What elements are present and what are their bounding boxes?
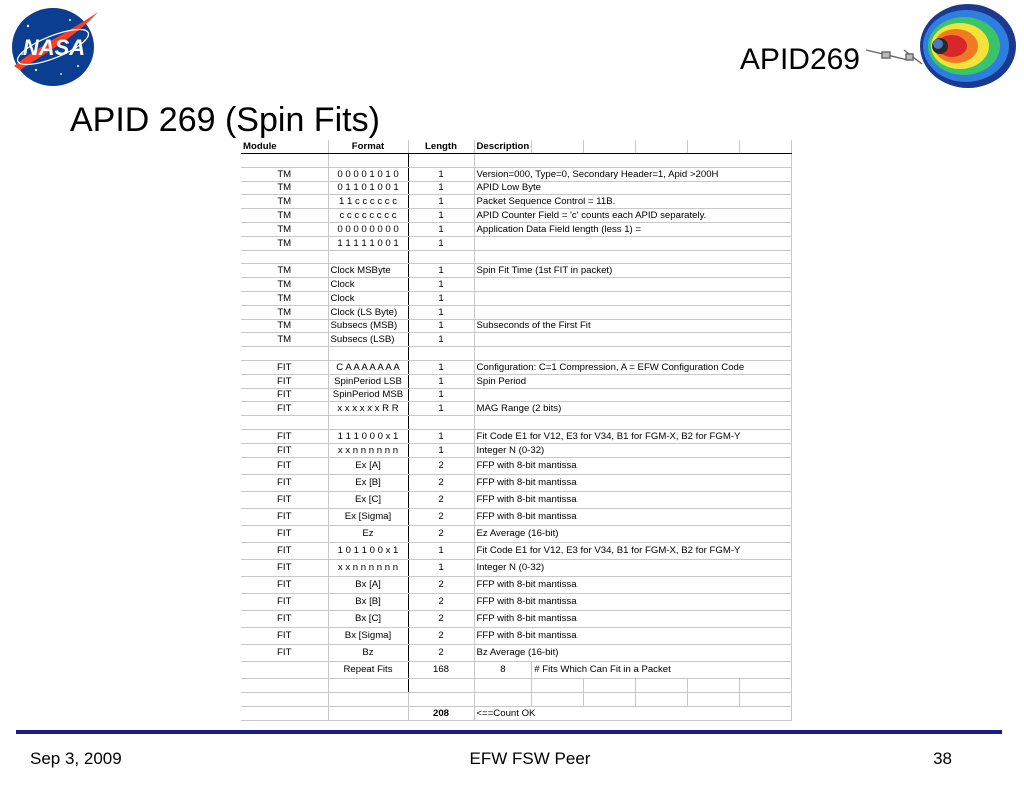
length-cell: 2 — [408, 627, 474, 644]
empty-cell — [636, 692, 688, 706]
module-cell: FIT — [241, 457, 328, 474]
table-header-row — [241, 140, 792, 154]
description-cell: FFP with 8-bit mantissa — [474, 508, 792, 525]
empty-cell — [584, 678, 636, 692]
length-cell: 1 — [408, 222, 474, 236]
format-cell: Bx [C] — [328, 610, 408, 627]
description-cell: Fit Code E1 for V12, E3 for V34, B1 for FGM-X, B2 for FGM-Y — [474, 542, 792, 559]
total-status-cell: <==Count OK — [474, 706, 792, 720]
format-cell: SpinPeriod MSB — [328, 388, 408, 402]
description-cell: Version=000, Type=0, Secondary Header=1, Apid >200H — [474, 167, 792, 181]
module-cell: TM — [241, 305, 328, 319]
table-row — [241, 305, 792, 319]
empty-cell — [532, 678, 584, 692]
format-cell: Ex [Sigma] — [328, 508, 408, 525]
length-cell: 1 — [408, 291, 474, 305]
description-cell: FFP with 8-bit mantissa — [474, 593, 792, 610]
module-cell: FIT — [241, 402, 328, 416]
description-cell — [474, 236, 792, 250]
empty-cell — [532, 692, 584, 706]
total-length-cell: 208 — [408, 706, 474, 720]
description-cell — [474, 278, 792, 292]
table-row — [241, 559, 792, 576]
empty-cell — [740, 692, 792, 706]
table-row — [241, 360, 792, 374]
description-cell: FFP with 8-bit mantissa — [474, 627, 792, 644]
table-row — [241, 457, 792, 474]
format-cell: 1 0 1 1 0 0 x 1 — [328, 542, 408, 559]
length-cell: 1 — [408, 542, 474, 559]
nasa-logo-text: NASA — [22, 35, 86, 60]
description-cell: Integer N (0-32) — [474, 559, 792, 576]
empty-cell — [474, 678, 532, 692]
length-cell — [408, 347, 474, 361]
table-row — [241, 627, 792, 644]
description-cell — [474, 305, 792, 319]
module-cell: FIT — [241, 644, 328, 661]
description-cell — [474, 154, 792, 168]
format-cell: Clock — [328, 291, 408, 305]
format-cell: SpinPeriod LSB — [328, 374, 408, 388]
description-cell: Packet Sequence Control = 11B. — [474, 195, 792, 209]
module-cell — [241, 250, 328, 264]
footer-divider — [16, 730, 1002, 734]
table-row — [241, 181, 792, 195]
slide-corner-title: APID269 — [739, 43, 860, 76]
description-cell: Bz Average (16-bit) — [474, 644, 792, 661]
repeat-description-cell: # Fits Which Can Fit in a Packet — [532, 661, 792, 678]
blank-row — [241, 678, 792, 692]
table-row — [241, 195, 792, 209]
description-cell: Fit Code E1 for V12, E3 for V34, B1 for FGM-X, B2 for FGM-Y — [474, 429, 792, 443]
length-cell: 2 — [408, 491, 474, 508]
format-cell: Clock — [328, 278, 408, 292]
table-row — [241, 443, 792, 457]
module-cell: FIT — [241, 491, 328, 508]
length-cell: 2 — [408, 525, 474, 542]
length-cell: 2 — [408, 576, 474, 593]
format-cell: Bx [B] — [328, 593, 408, 610]
table-row — [241, 333, 792, 347]
description-cell — [474, 388, 792, 402]
length-cell: 1 — [408, 278, 474, 292]
description-cell — [474, 347, 792, 361]
format-cell: x x n n n n n n — [328, 559, 408, 576]
module-cell: TM — [241, 264, 328, 278]
length-cell: 1 — [408, 181, 474, 195]
module-cell: FIT — [241, 429, 328, 443]
description-cell: Spin Fit Time (1st FIT in packet) — [474, 264, 792, 278]
length-cell: 2 — [408, 457, 474, 474]
format-cell: Ex [B] — [328, 474, 408, 491]
length-cell: 2 — [408, 610, 474, 627]
module-cell: FIT — [241, 525, 328, 542]
column-header-length: Length — [408, 140, 474, 154]
module-cell: FIT — [241, 576, 328, 593]
nasa-logo — [6, 4, 102, 88]
table-row — [241, 278, 792, 292]
empty-cell — [241, 661, 328, 678]
column-header-module: Module — [241, 140, 328, 154]
module-cell: TM — [241, 291, 328, 305]
table-row — [241, 319, 792, 333]
table-row — [241, 593, 792, 610]
format-cell: C A A A A A A A — [328, 360, 408, 374]
length-cell: 1 — [408, 333, 474, 347]
table-row — [241, 491, 792, 508]
apid-packet-table — [241, 140, 792, 721]
empty-cell — [328, 678, 408, 692]
length-cell — [408, 416, 474, 430]
description-cell: FFP with 8-bit mantissa — [474, 457, 792, 474]
empty-cell — [328, 692, 408, 706]
length-cell: 2 — [408, 508, 474, 525]
length-cell: 1 — [408, 236, 474, 250]
module-cell: TM — [241, 319, 328, 333]
description-cell: Subseconds of the First Fit — [474, 319, 792, 333]
module-cell: TM — [241, 181, 328, 195]
empty-cell — [241, 692, 328, 706]
column-header-format: Format — [328, 140, 408, 154]
table-row — [241, 209, 792, 223]
empty-cell — [241, 706, 328, 720]
format-cell — [328, 154, 408, 168]
length-cell: 1 — [408, 429, 474, 443]
length-cell: 1 — [408, 360, 474, 374]
format-cell: 0 0 0 0 1 0 1 0 — [328, 167, 408, 181]
module-cell: FIT — [241, 627, 328, 644]
repeat-format-cell: Repeat Fits — [328, 661, 408, 678]
description-cell: APID Counter Field = 'c' counts each APID separately. — [474, 209, 792, 223]
empty-cell — [636, 678, 688, 692]
description-cell: Application Data Field length (less 1) = — [474, 222, 792, 236]
radiation-belt-graphic — [862, 2, 1020, 94]
footer-date: Sep 3, 2009 — [30, 749, 122, 768]
module-cell: TM — [241, 278, 328, 292]
format-cell: Bz — [328, 644, 408, 661]
table-row — [241, 154, 792, 168]
format-cell — [328, 250, 408, 264]
description-cell: Spin Period — [474, 374, 792, 388]
description-cell — [474, 416, 792, 430]
table-row — [241, 508, 792, 525]
length-cell — [408, 250, 474, 264]
table-row — [241, 222, 792, 236]
description-cell — [474, 250, 792, 264]
empty-cell — [584, 692, 636, 706]
format-cell — [328, 416, 408, 430]
description-cell: FFP with 8-bit mantissa — [474, 491, 792, 508]
empty-cell — [241, 678, 328, 692]
empty-cell — [328, 706, 408, 720]
module-cell: FIT — [241, 360, 328, 374]
module-cell: FIT — [241, 610, 328, 627]
length-cell: 2 — [408, 644, 474, 661]
module-cell: FIT — [241, 474, 328, 491]
module-cell — [241, 347, 328, 361]
length-cell: 1 — [408, 374, 474, 388]
length-cell: 1 — [408, 195, 474, 209]
format-cell: 1 1 1 0 0 0 x 1 — [328, 429, 408, 443]
empty-cell — [408, 692, 474, 706]
module-cell: FIT — [241, 559, 328, 576]
length-cell: 1 — [408, 264, 474, 278]
length-cell: 2 — [408, 593, 474, 610]
format-cell: 1 1 c c c c c c — [328, 195, 408, 209]
module-cell: TM — [241, 167, 328, 181]
table-row — [241, 291, 792, 305]
table-row — [241, 576, 792, 593]
format-cell: x x n n n n n n — [328, 443, 408, 457]
table-row — [241, 474, 792, 491]
table-row — [241, 644, 792, 661]
length-cell: 1 — [408, 402, 474, 416]
blank-row — [241, 692, 792, 706]
repeat-count-cell: 8 — [474, 661, 532, 678]
length-cell: 1 — [408, 319, 474, 333]
module-cell: FIT — [241, 443, 328, 457]
module-cell: FIT — [241, 508, 328, 525]
empty-cell — [688, 678, 740, 692]
format-cell: Clock MSByte — [328, 264, 408, 278]
module-cell: TM — [241, 236, 328, 250]
table-row — [241, 388, 792, 402]
table-row — [241, 429, 792, 443]
description-cell: APID Low Byte — [474, 181, 792, 195]
empty-cell — [474, 692, 532, 706]
slide-title: APID 269 (Spin Fits) — [70, 101, 380, 139]
module-cell — [241, 154, 328, 168]
repeat-row — [241, 661, 792, 678]
table-row — [241, 250, 792, 264]
slide-number: 38 — [933, 749, 952, 768]
table-row — [241, 167, 792, 181]
empty-cell — [408, 678, 474, 692]
module-cell: FIT — [241, 593, 328, 610]
table-row — [241, 236, 792, 250]
table-row — [241, 416, 792, 430]
description-cell — [474, 333, 792, 347]
module-cell — [241, 416, 328, 430]
module-cell: TM — [241, 195, 328, 209]
module-cell: TM — [241, 209, 328, 223]
length-cell — [408, 154, 474, 168]
table-row — [241, 525, 792, 542]
length-cell: 1 — [408, 305, 474, 319]
format-cell: Ez — [328, 525, 408, 542]
format-cell: Ex [A] — [328, 457, 408, 474]
length-cell: 1 — [408, 167, 474, 181]
table-row — [241, 402, 792, 416]
format-cell: c c c c c c c c — [328, 209, 408, 223]
module-cell: FIT — [241, 374, 328, 388]
description-cell: FFP with 8-bit mantissa — [474, 474, 792, 491]
length-cell: 1 — [408, 388, 474, 402]
module-cell: TM — [241, 222, 328, 236]
module-cell: FIT — [241, 388, 328, 402]
length-cell: 1 — [408, 209, 474, 223]
description-cell: FFP with 8-bit mantissa — [474, 576, 792, 593]
format-cell: Subsecs (LSB) — [328, 333, 408, 347]
length-cell: 1 — [408, 559, 474, 576]
format-cell: Bx [A] — [328, 576, 408, 593]
format-cell: Subsecs (MSB) — [328, 319, 408, 333]
format-cell: Clock (LS Byte) — [328, 305, 408, 319]
table-row — [241, 264, 792, 278]
empty-cell — [740, 678, 792, 692]
description-cell: FFP with 8-bit mantissa — [474, 610, 792, 627]
description-cell: MAG Range (2 bits) — [474, 402, 792, 416]
table-row — [241, 374, 792, 388]
length-cell: 1 — [408, 443, 474, 457]
length-cell: 2 — [408, 474, 474, 491]
empty-cell — [688, 692, 740, 706]
repeat-length-cell: 168 — [408, 661, 474, 678]
format-cell: Bx [Sigma] — [328, 627, 408, 644]
format-cell: 0 0 0 0 0 0 0 0 — [328, 222, 408, 236]
total-row — [241, 706, 792, 720]
format-cell: 1 1 1 1 1 0 0 1 — [328, 236, 408, 250]
footer-title: EFW FSW Peer — [469, 749, 591, 768]
description-cell — [474, 291, 792, 305]
format-cell: x x x x x x R R — [328, 402, 408, 416]
format-cell: Ex [C] — [328, 491, 408, 508]
table-row — [241, 610, 792, 627]
format-cell: 0 1 1 0 1 0 0 1 — [328, 181, 408, 195]
module-cell: FIT — [241, 542, 328, 559]
table-row — [241, 347, 792, 361]
description-cell: Ez Average (16-bit) — [474, 525, 792, 542]
format-cell — [328, 347, 408, 361]
description-cell: Configuration: C=1 Compression, A = EFW Configuration Code — [474, 360, 792, 374]
description-cell: Integer N (0-32) — [474, 443, 792, 457]
column-header-description: Description — [474, 140, 532, 154]
table-row — [241, 542, 792, 559]
module-cell: TM — [241, 333, 328, 347]
